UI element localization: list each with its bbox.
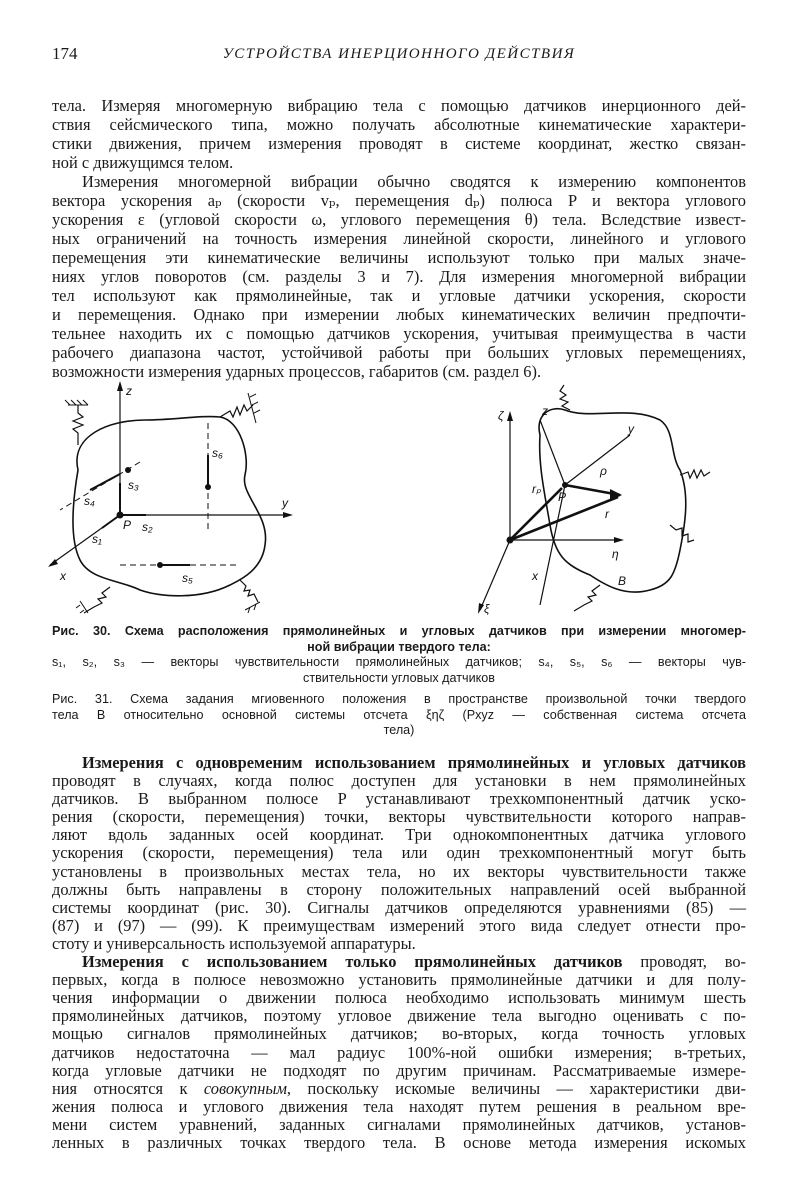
text-line: Измерения многомерной вибрации обычно сводятся к измерению компонентов (82, 172, 746, 191)
text-line: стики движения, причем измерения проводят в системе координат, жестко связан- (52, 134, 746, 153)
text-line: ускорения ε (угловой скорости ω, углового перемещения θ) тела. Вследствие извест- (52, 210, 746, 229)
italic-term: совокупным (203, 1078, 287, 1098)
text-line: системы координат (рис. 30). Сигналы датчиков определяются уравнениями (85) — (52, 897, 746, 917)
text-line: мощью сигналов прямолинейных датчиков; во-вторых, когда точность угловых (52, 1024, 746, 1044)
text-line: перемещения эти кинематические величины используют только при малых значе- (52, 248, 746, 267)
text-line: должны быть направлены в сторону положительных направлений осей выбранной (52, 879, 746, 899)
text-line: установлены в произвольных местах тела, но их векторы чувствительности также (52, 861, 746, 881)
text-line: жения полюса и углового движения тела находят путем решения в реальном вре- (52, 1096, 746, 1116)
caption-line: ствительности угловых датчиков (303, 670, 495, 685)
text-line: рения (скорости, перемещения) точки, векторы чувствительности которого направ- (52, 807, 746, 827)
label-s5: s₅ (182, 571, 193, 585)
axis-label-y: y (628, 422, 634, 436)
text-span: ния относятся к (52, 1078, 204, 1098)
text-line: чения информации о движении полюса необходимо использовать минимум шесть (52, 988, 746, 1008)
text-span: , поскольку искомые величины — характеристики дви- (286, 1078, 746, 1098)
point-label-p: P (558, 490, 567, 504)
text-line: ускорения (скорости, перемещения) тела или один трехкомпонентный могут быть (52, 843, 746, 863)
text-line: датчиков. В выбранном полюсе P устанавливают трехкомпонентный датчик уско- (52, 789, 746, 809)
run-in-heading: Измерения с использованием только прямолинейных датчиков (82, 952, 623, 972)
text-line: возможности измерения ударных процессов, габаритов (см. раздел 6). (52, 362, 542, 381)
axis-label-zeta: ζ (498, 409, 504, 423)
axis-label-z: z (126, 384, 132, 398)
text-line: тел используют как прямолинейные, так и угловые датчики ускорения, скорости (52, 286, 746, 305)
text-line (52, 953, 746, 971)
vector-label-r: r (605, 507, 609, 521)
figure-30-caption (52, 624, 746, 686)
text-span: проводят, во- (622, 952, 746, 972)
axis-label-z: z (542, 404, 548, 418)
text-line: тела. Измеряя многомерную вибрацию тела с помощью датчиков инерционного дей- (52, 96, 746, 115)
page-number: 174 (52, 44, 78, 63)
text-line: мени систем уравнений, заданных сигналами прямолинейных датчиков, установ- (52, 1114, 746, 1134)
vector-label-rp: rₚ (532, 482, 542, 496)
text-line: ниях углов поворотов (см. разделы 3 и 7). Для измерения многомерной вибрации (52, 267, 746, 286)
text-line: прямолинейных датчиков, поэтому угловое движение тела выгодно оценивать с по- (52, 1006, 746, 1026)
label-s3: s₃ (128, 478, 139, 492)
text-line: стоту и универсальность используемой аппаратуры. (52, 933, 416, 953)
label-s6: s₆ (212, 446, 223, 460)
axis-label-y: y (282, 496, 288, 510)
page-header (52, 44, 746, 66)
caption-line: Рис. 30. Схема расположения прямолинейных и угловых датчиков при измерении многомер- (52, 624, 746, 638)
axis-label-eta: η (612, 547, 619, 561)
text-line: и перемещения. Однако при измерении любых кинематических величин предпочти- (52, 305, 746, 324)
figure-30 (40, 375, 310, 620)
top-text (52, 96, 746, 381)
caption-line: тела B относительно основной системы отсчета ξηζ (Pxyz — собственная система отсчета (52, 707, 746, 722)
caption-line: ной вибрации твердого тела: (307, 639, 491, 654)
axis-label-x: x (60, 569, 66, 583)
axis-label-x: x (532, 569, 538, 583)
text-line: рабочего диапазона частот, устойчивой работы при больших угловых перемещениях, (52, 343, 746, 362)
text-line: датчиков недостаточна — мал радиус 100%-ной ошибки измерения; в-третьих, (52, 1042, 746, 1062)
text-line: когда угловые датчики не подходят по другим причинам. Рассматриваемые измере- (52, 1060, 746, 1080)
rigid-body-outline (73, 417, 266, 596)
label-s1: s₁ (92, 532, 102, 546)
text-line (52, 1080, 746, 1098)
caption-line: тела) (383, 723, 415, 737)
text-line: ляют вдоль заданных осей координат. Три однокомпонентных датчика углового (52, 825, 746, 845)
text-line: вектора ускорения aₚ (скорости vₚ, перемещения dₚ) полюса P и вектора углового (52, 191, 746, 210)
figure-31-caption (52, 692, 746, 739)
running-title: УСТРОЙСТВА ИНЕРЦИОННОГО ДЕЙСТВИЯ (222, 46, 576, 62)
text-line: ленных в различных точках твердого тела. В основе метода измерения искомых (52, 1132, 746, 1152)
label-s2: s₂ (142, 520, 153, 534)
caption-line: Рис. 31. Схема задания мгиовенного положения в пространстве произвольной точки твердого (52, 692, 746, 706)
point-label-p: P (123, 518, 132, 532)
text-line: первых, когда в полюсе невозможно установить прямолинейные датчики и для полу- (52, 970, 746, 990)
bottom-text (52, 754, 746, 1152)
text-line: тельнее находить их с помощью датчиков ускорения, учитывая преимущества в части (52, 324, 746, 343)
axis-label-xi: ξ (484, 602, 490, 616)
vector-label-rho: ρ (600, 464, 607, 478)
text-line: проводят в случаях, когда полюс доступен для установки в нем прямолинейных (52, 771, 746, 791)
label-s4: s₄ (84, 494, 95, 508)
text-line: ных ограничений на точность измерения линейной скорости, линейного и углового (52, 229, 746, 248)
figure-31 (470, 375, 740, 620)
caption-line: s₁, s₂, s₃ — векторы чувствительности прямолинейных датчиков; s₄, s₅, s₆ — векторы чув- (52, 655, 746, 669)
text-line: ствия сейсмического типа, можно получать абсолютные кинематические характери- (52, 115, 746, 134)
section-heading: Измерения с одновременим использованием прямолинейных и угловых датчиков (82, 753, 746, 772)
text-line: (87) и (97) — (99). К преимуществам измерений этого вида следует отнести про- (52, 915, 746, 935)
body-label-b: B (618, 574, 627, 588)
text-line: ной с движущимся телом. (52, 153, 234, 172)
